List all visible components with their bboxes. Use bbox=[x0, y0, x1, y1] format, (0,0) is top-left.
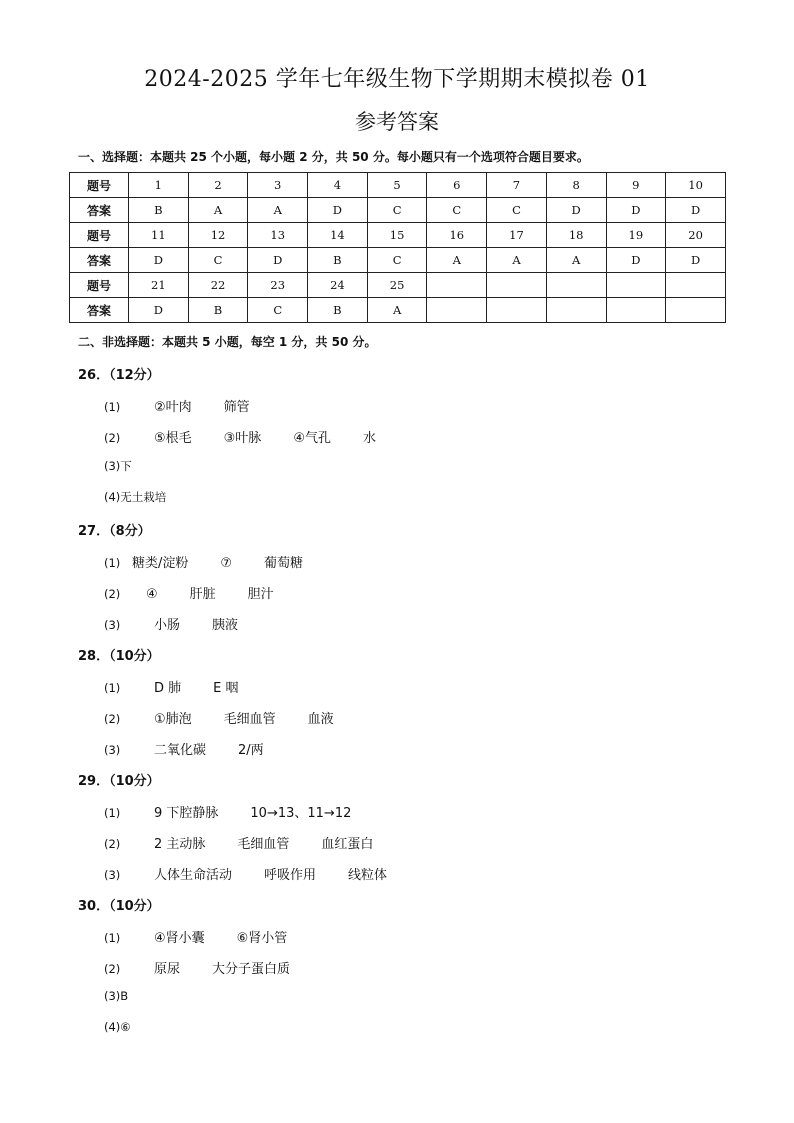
question-label: 28．（10分） bbox=[78, 649, 160, 664]
table-row-answers bbox=[70, 198, 726, 223]
answer-line bbox=[104, 989, 128, 1004]
table-cell: 13 bbox=[248, 223, 308, 248]
table-row-numbers bbox=[70, 223, 726, 248]
table-cell: D bbox=[666, 198, 726, 223]
table-cell: 1 bbox=[129, 173, 189, 198]
answer-text: 糖类/淀粉 bbox=[132, 556, 189, 571]
answer-text: 水 bbox=[362, 431, 376, 446]
table-cell: 11 bbox=[129, 223, 189, 248]
subquestion-index: (2) bbox=[104, 431, 121, 445]
row-label-question-number: 题号 bbox=[70, 223, 129, 248]
row-label-question-number: 题号 bbox=[70, 273, 129, 298]
table-cell: D bbox=[129, 248, 189, 273]
page-title: 2024-2025 学年七年级生物下学期期末模拟卷 01 bbox=[144, 67, 650, 92]
table-cell: A bbox=[427, 248, 487, 273]
table-cell: C bbox=[427, 198, 487, 223]
answer-line bbox=[104, 489, 166, 505]
answer-text: ④气孔 bbox=[293, 431, 331, 446]
answer-text: 10→13、11→12 bbox=[250, 806, 352, 821]
table-cell: B bbox=[308, 248, 368, 273]
answer-line bbox=[104, 677, 271, 696]
subquestion-index: (3)下 bbox=[104, 459, 132, 473]
answer-text: 筛管 bbox=[223, 400, 250, 415]
subquestion-index: (3) bbox=[104, 618, 121, 632]
table-cell bbox=[427, 273, 487, 298]
answer-line bbox=[104, 614, 270, 633]
subquestion-index: (3) bbox=[104, 743, 121, 757]
table-cell: D bbox=[308, 198, 368, 223]
question-label: 29．（10分） bbox=[78, 774, 160, 789]
answer-text: 2 主动脉 bbox=[154, 837, 206, 852]
table-cell: C bbox=[487, 198, 547, 223]
table-cell: 4 bbox=[308, 173, 368, 198]
table-cell: C bbox=[367, 198, 427, 223]
table-cell: D bbox=[129, 298, 189, 323]
table-cell: 6 bbox=[427, 173, 487, 198]
subquestion-index: (2) bbox=[104, 587, 121, 601]
subquestion-index: (2) bbox=[104, 962, 121, 976]
row-label-answer: 答案 bbox=[70, 198, 129, 223]
table-cell: A bbox=[248, 198, 308, 223]
table-cell: 15 bbox=[367, 223, 427, 248]
table-cell bbox=[666, 273, 726, 298]
page-subtitle: 参考答案 bbox=[355, 110, 439, 134]
table-cell: 14 bbox=[308, 223, 368, 248]
table-cell: D bbox=[606, 198, 666, 223]
table-cell: 2 bbox=[188, 173, 248, 198]
table-cell: 22 bbox=[188, 273, 248, 298]
answer-text: 二氧化碳 bbox=[154, 743, 207, 758]
table-cell bbox=[606, 298, 666, 323]
table-cell bbox=[666, 298, 726, 323]
answer-text: ⑤根毛 bbox=[154, 431, 192, 446]
answer-line bbox=[104, 583, 306, 602]
answer-line bbox=[104, 958, 322, 977]
subquestion-index: (2) bbox=[104, 837, 121, 851]
answer-line bbox=[104, 458, 132, 474]
table-cell: A bbox=[487, 248, 547, 273]
table-row-numbers bbox=[70, 173, 726, 198]
row-label-question-number: 题号 bbox=[70, 173, 129, 198]
answer-text: ④肾小囊 bbox=[154, 931, 205, 946]
answer-line bbox=[104, 427, 408, 446]
question-label: 27．（8分） bbox=[78, 524, 151, 539]
table-cell: D bbox=[248, 248, 308, 273]
table-cell: 12 bbox=[188, 223, 248, 248]
table-cell: C bbox=[248, 298, 308, 323]
answer-text: ⑥肾小管 bbox=[236, 931, 288, 946]
answer-text: 胆汁 bbox=[247, 587, 274, 602]
subquestion-index: (1) bbox=[104, 931, 121, 945]
answer-text: 2/两 bbox=[238, 743, 264, 758]
answer-table bbox=[69, 172, 726, 323]
table-cell: 8 bbox=[546, 173, 606, 198]
table-cell: D bbox=[546, 198, 606, 223]
answer-text: 葡萄糖 bbox=[264, 556, 304, 571]
answer-line bbox=[104, 739, 296, 758]
table-cell bbox=[546, 273, 606, 298]
section-heading-nonchoice: 二、非选择题：本题共 5 小题，每空 1 分，共 50 分。 bbox=[78, 335, 377, 349]
table-cell: 18 bbox=[546, 223, 606, 248]
table-cell: 9 bbox=[606, 173, 666, 198]
answer-line bbox=[104, 802, 383, 821]
answer-text: 大分子蛋白质 bbox=[212, 962, 291, 977]
subquestion-index: (1) bbox=[104, 556, 121, 570]
table-cell: D bbox=[606, 248, 666, 273]
row-label-answer: 答案 bbox=[70, 298, 129, 323]
answer-line bbox=[104, 708, 366, 727]
answer-text: ④ bbox=[146, 587, 158, 602]
table-cell bbox=[487, 273, 547, 298]
question-label: 30．（10分） bbox=[78, 899, 160, 914]
answer-text: 人体生命活动 bbox=[154, 868, 233, 883]
table-row-answers bbox=[70, 248, 726, 273]
answer-text: 呼吸作用 bbox=[264, 868, 317, 883]
question-label: 26．（12分） bbox=[78, 368, 160, 383]
table-cell: B bbox=[129, 198, 189, 223]
table-cell bbox=[427, 298, 487, 323]
table-cell: 20 bbox=[666, 223, 726, 248]
row-label-answer: 答案 bbox=[70, 248, 129, 273]
answer-text: D 肺 bbox=[154, 681, 182, 696]
table-cell: B bbox=[188, 298, 248, 323]
answer-text: ⑦ bbox=[220, 556, 233, 571]
table-cell: A bbox=[546, 248, 606, 273]
table-cell bbox=[606, 273, 666, 298]
table-cell: 21 bbox=[129, 273, 189, 298]
table-cell: A bbox=[188, 198, 248, 223]
answer-text: 毛细血管 bbox=[237, 837, 290, 852]
table-cell: B bbox=[308, 298, 368, 323]
answer-text: 毛细血管 bbox=[223, 712, 276, 727]
answer-line bbox=[104, 927, 319, 946]
answer-line bbox=[104, 552, 335, 571]
table-cell: D bbox=[666, 248, 726, 273]
table-cell: C bbox=[188, 248, 248, 273]
table-cell: 16 bbox=[427, 223, 487, 248]
answer-line bbox=[104, 396, 282, 415]
subquestion-index: (1) bbox=[104, 681, 121, 695]
table-cell: C bbox=[367, 248, 427, 273]
table-cell: 19 bbox=[606, 223, 666, 248]
answer-text: 肝脏 bbox=[189, 587, 216, 602]
answer-text: 原尿 bbox=[154, 962, 181, 977]
table-cell: 10 bbox=[666, 173, 726, 198]
answer-text: ②叶肉 bbox=[154, 400, 192, 415]
answer-text: E 咽 bbox=[213, 681, 239, 696]
table-cell: 7 bbox=[487, 173, 547, 198]
table-cell: A bbox=[367, 298, 427, 323]
table-cell: 25 bbox=[367, 273, 427, 298]
table-cell: 23 bbox=[248, 273, 308, 298]
table-cell: 17 bbox=[487, 223, 547, 248]
section-heading-choice: 一、选择题：本题共 25 个小题，每小题 2 分，共 50 分。每小题只有一个选项符合题目要求。 bbox=[78, 150, 589, 164]
answer-text: 小肠 bbox=[154, 618, 181, 633]
answer-line bbox=[104, 1020, 131, 1035]
table-cell bbox=[546, 298, 606, 323]
answer-text: 线粒体 bbox=[348, 868, 388, 883]
answer-text: 9 下腔静脉 bbox=[154, 806, 219, 821]
table-cell: 3 bbox=[248, 173, 308, 198]
subquestion-index: (4)无土栽培 bbox=[104, 490, 167, 504]
table-cell: 5 bbox=[367, 173, 427, 198]
subquestion-index: (3) bbox=[104, 868, 121, 882]
table-row-answers bbox=[70, 298, 726, 323]
subquestion-index: (1) bbox=[104, 400, 121, 414]
answer-text: 胰液 bbox=[212, 618, 239, 633]
table-cell: 24 bbox=[308, 273, 368, 298]
answer-text: ①肺泡 bbox=[154, 712, 192, 727]
answer-text: 血红蛋白 bbox=[321, 837, 374, 852]
subquestion-index: (3)B bbox=[104, 989, 129, 1003]
answer-text: 血液 bbox=[307, 712, 334, 727]
subquestion-index: (2) bbox=[104, 712, 121, 726]
table-row-numbers bbox=[70, 273, 726, 298]
answer-text: ③叶脉 bbox=[223, 431, 262, 446]
subquestion-index: (1) bbox=[104, 806, 121, 820]
answer-line bbox=[104, 864, 419, 883]
answer-line bbox=[104, 833, 405, 852]
table-cell bbox=[487, 298, 547, 323]
subquestion-index: (4)⑥ bbox=[104, 1020, 131, 1034]
